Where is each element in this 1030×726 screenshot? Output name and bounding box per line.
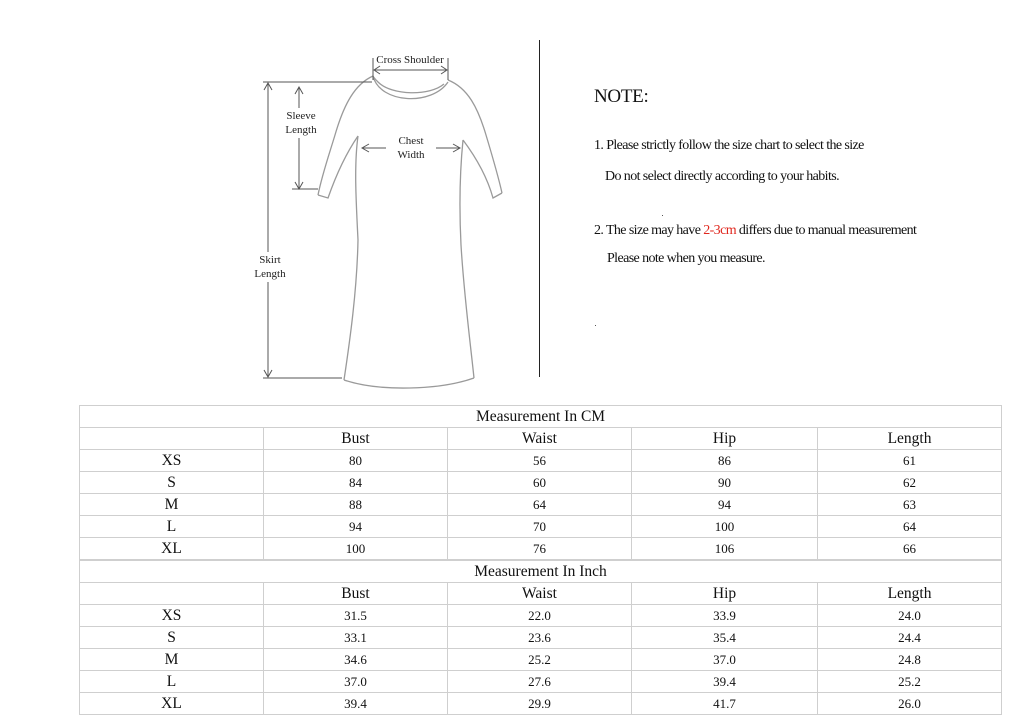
header-cell: Length (818, 428, 1002, 450)
size-cell: M (80, 649, 264, 671)
chest-width-label-1: Chest (398, 135, 424, 147)
value-cell: 70 (448, 516, 632, 538)
value-cell: 22.0 (448, 605, 632, 627)
skirt-length-label-2: Length (254, 268, 286, 280)
table-title: Measurement In Inch (80, 561, 1002, 583)
table-row (80, 494, 1002, 516)
header-cell: Bust (264, 583, 448, 605)
note-title: NOTE: (594, 86, 649, 107)
value-cell: 37.0 (264, 671, 448, 693)
value-cell: 86 (632, 450, 818, 472)
value-cell: 39.4 (264, 693, 448, 715)
value-cell: 34.6 (264, 649, 448, 671)
value-cell: 29.9 (448, 693, 632, 715)
value-cell: 76 (448, 538, 632, 560)
value-cell: 106 (632, 538, 818, 560)
table-row (80, 693, 1002, 715)
table-title: Measurement In CM (80, 406, 1002, 428)
size-cell: XS (80, 450, 264, 472)
value-cell: 64 (448, 494, 632, 516)
size-cell: M (80, 494, 264, 516)
table-header-row (80, 583, 1002, 605)
value-cell: 94 (264, 516, 448, 538)
value-cell: 41.7 (632, 693, 818, 715)
value-cell: 25.2 (448, 649, 632, 671)
value-cell: 24.0 (818, 605, 1002, 627)
value-cell: 24.8 (818, 649, 1002, 671)
table-title-row (80, 561, 1002, 583)
value-cell: 39.4 (632, 671, 818, 693)
value-cell: 25.2 (818, 671, 1002, 693)
dress-measurement-diagram (0, 0, 540, 400)
table-row (80, 605, 1002, 627)
dot-mark (595, 325, 596, 326)
dot-mark (662, 215, 663, 216)
value-cell: 31.5 (264, 605, 448, 627)
table-row (80, 649, 1002, 671)
value-cell: 35.4 (632, 627, 818, 649)
note-line-2-suffix: differs due to manual measurement (736, 223, 917, 238)
size-cell: XL (80, 538, 264, 560)
dress-outline (318, 76, 502, 388)
value-cell: 27.6 (448, 671, 632, 693)
header-cell: Waist (448, 428, 632, 450)
size-table-cm (79, 405, 1002, 560)
value-cell: 23.6 (448, 627, 632, 649)
table-row (80, 627, 1002, 649)
skirt-length-label-1: Skirt (259, 254, 281, 266)
note-line-2-prefix: 2. The size may have (594, 223, 704, 238)
note-line-2 (594, 223, 916, 239)
vertical-divider (539, 40, 540, 377)
sleeve-length-label-1: Sleeve (286, 110, 316, 122)
value-cell: 64 (818, 516, 1002, 538)
value-cell: 80 (264, 450, 448, 472)
value-cell: 33.9 (632, 605, 818, 627)
value-cell: 66 (818, 538, 1002, 560)
header-cell: Waist (448, 583, 632, 605)
value-cell: 37.0 (632, 649, 818, 671)
note-line-2-detail: Please note when you measure. (607, 251, 765, 266)
table-row (80, 450, 1002, 472)
header-cell: Length (818, 583, 1002, 605)
value-cell: 26.0 (818, 693, 1002, 715)
value-cell: 61 (818, 450, 1002, 472)
chest-width-label-2: Width (397, 149, 425, 161)
size-table-inch (79, 560, 1002, 715)
size-cell: L (80, 516, 264, 538)
value-cell: 88 (264, 494, 448, 516)
value-cell: 100 (632, 516, 818, 538)
table-header-row (80, 428, 1002, 450)
header-cell (80, 583, 264, 605)
cross-shoulder-label: Cross Shoulder (376, 54, 444, 66)
table-row (80, 538, 1002, 560)
size-cell: XS (80, 605, 264, 627)
header-cell: Bust (264, 428, 448, 450)
value-cell: 90 (632, 472, 818, 494)
size-cell: S (80, 627, 264, 649)
value-cell: 24.4 (818, 627, 1002, 649)
size-cell: XL (80, 693, 264, 715)
value-cell: 100 (264, 538, 448, 560)
header-cell: Hip (632, 428, 818, 450)
value-cell: 84 (264, 472, 448, 494)
value-cell: 33.1 (264, 627, 448, 649)
table-row (80, 516, 1002, 538)
header-cell (80, 428, 264, 450)
note-line-2-highlight: 2-3cm (703, 223, 736, 238)
value-cell: 94 (632, 494, 818, 516)
header-cell: Hip (632, 583, 818, 605)
value-cell: 62 (818, 472, 1002, 494)
size-cell: L (80, 671, 264, 693)
value-cell: 63 (818, 494, 1002, 516)
table-title-row (80, 406, 1002, 428)
sleeve-length-label-2: Length (285, 124, 317, 136)
note-line-1: 1. Please strictly follow the size chart to select the size (594, 138, 864, 153)
value-cell: 60 (448, 472, 632, 494)
note-line-1-detail: Do not select directly according to your habits. (605, 169, 840, 184)
table-row (80, 472, 1002, 494)
size-cell: S (80, 472, 264, 494)
value-cell: 56 (448, 450, 632, 472)
table-row (80, 671, 1002, 693)
